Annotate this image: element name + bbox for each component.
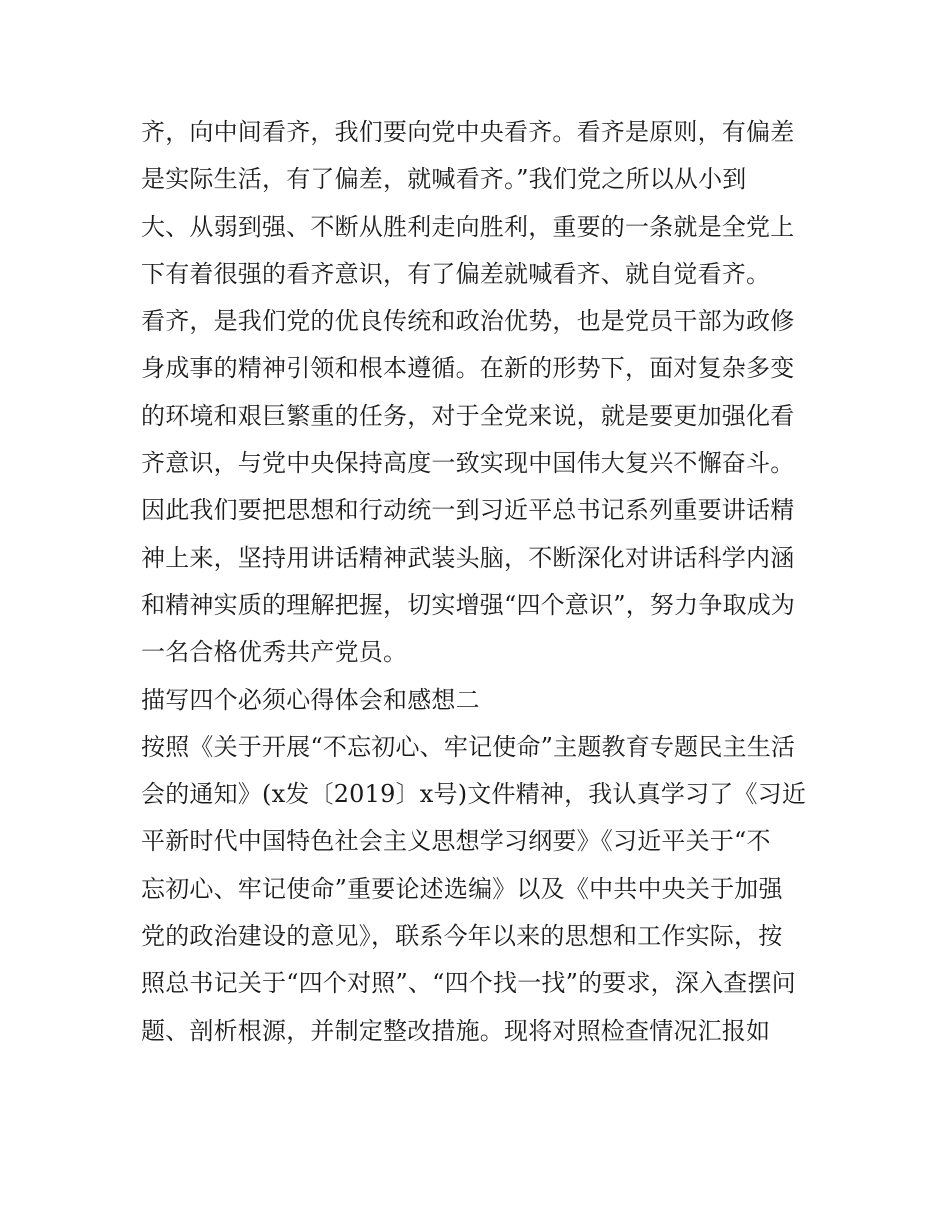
- text-line: 神上来，坚持用讲话精神武装头脑，不断深化对讲话科学内涵: [141, 543, 795, 572]
- text-line: 会的通知》(x发〔2019〕x号)文件精神，我认真学习了《习近: [141, 780, 807, 809]
- text-line: 下有着很强的看齐意识，有了偏差就喊看齐、就自觉看齐。: [141, 259, 771, 288]
- text-line: 和精神实质的理解把握，切实增强“四个意识”，努力争取成为: [141, 590, 796, 619]
- text-line: 题、剖析根源，并制定整改措施。现将对照检查情况汇报如: [141, 1016, 771, 1045]
- text-line: 看齐，是我们党的优良传统和政治优势，也是党员干部为政修: [141, 307, 795, 336]
- text-line: 党的政治建设的意见》，联系今年以来的思想和工作实际，按: [141, 922, 783, 951]
- text-line: 因此我们要把思想和行动统一到习近平总书记系列重要讲话精: [141, 496, 795, 525]
- text-line: 按照《关于开展“不忘初心、牢记使命”主题教育专题民主生活: [141, 732, 796, 761]
- text-line: 忘初心、牢记使命”重要论述选编》以及《中共中央关于加强: [141, 874, 783, 903]
- text-line: 身成事的精神引领和根本遵循。在新的形势下，面对复杂多变: [141, 354, 795, 383]
- text-line: 一名合格优秀共产党员。: [141, 638, 408, 667]
- section-heading: 描写四个必须心得体会和感想二: [141, 685, 480, 714]
- text-line: 的环境和艰巨繁重的任务，对于全党来说，就是要更加强化看: [141, 401, 795, 430]
- text-line: 齐意识，与党中央保持高度一致实现中国伟大复兴不懈奋斗。: [141, 449, 795, 478]
- text-line: 平新时代中国特色社会主义思想学习纲要》《习近平关于“不: [141, 827, 771, 856]
- text-line: 齐，向中间看齐，我们要向党中央看齐。看齐是原则，有偏差: [141, 118, 795, 146]
- body-text: [141, 109, 821, 1055]
- text-line: 是实际生活，有了偏差，就喊看齐。”我们党之所以从小到: [141, 165, 747, 194]
- text-line: 照总书记关于“四个对照”、“四个找一找”的要求，深入查摆问: [141, 969, 796, 998]
- text-line: 大、从弱到强、不断从胜利走向胜利，重要的一条就是全党上: [141, 212, 795, 241]
